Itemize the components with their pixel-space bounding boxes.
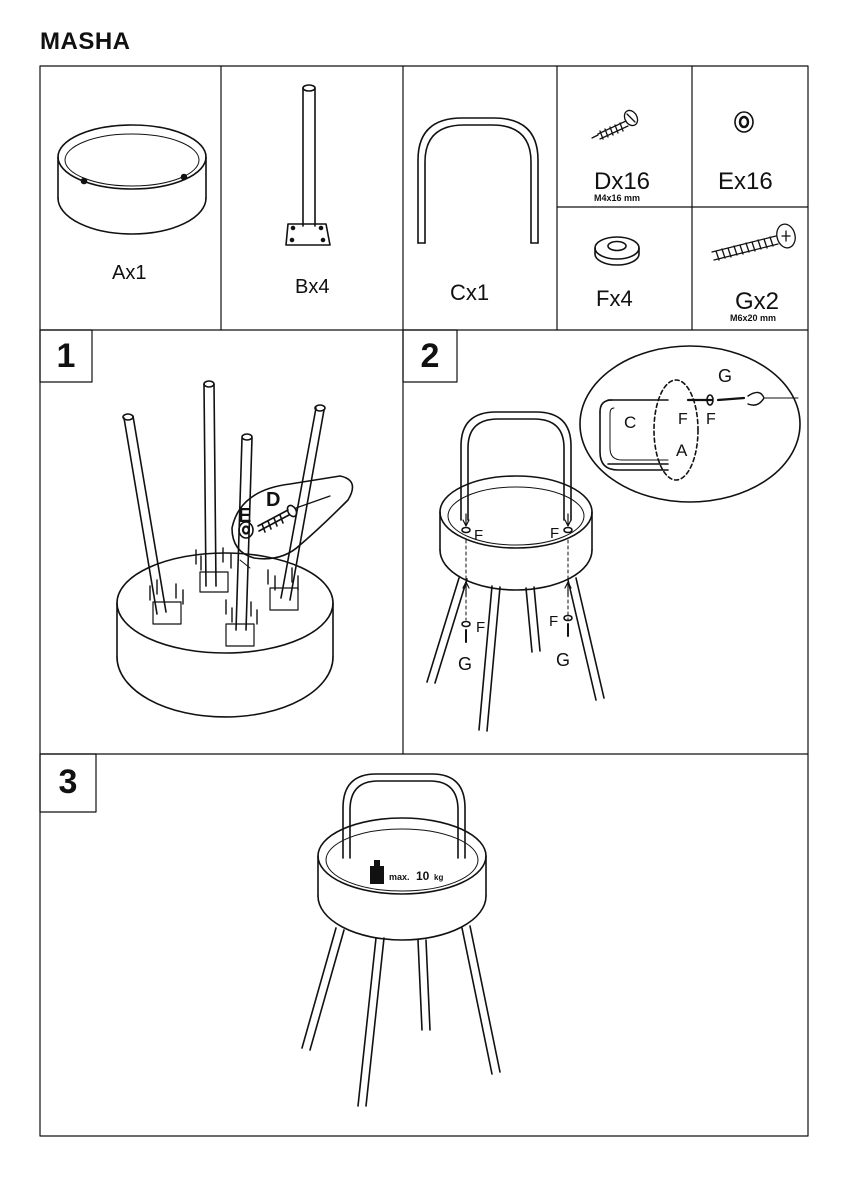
step-2-callout-a: A xyxy=(676,441,688,460)
step-2-callout-g-top: G xyxy=(718,366,733,386)
weight-icon xyxy=(370,860,384,884)
part-g-label: Gx2 xyxy=(735,288,780,315)
step-2-callout-f-bubble1: F xyxy=(678,411,688,428)
step-3-number: 3 xyxy=(58,763,78,801)
part-c-label: Cx1 xyxy=(450,280,490,305)
step-2-callout-g-left: G xyxy=(458,654,473,674)
step-1-number: 1 xyxy=(56,337,76,375)
weight-prefix: max. xyxy=(389,872,410,882)
weight-unit: kg xyxy=(434,873,444,882)
part-g-bolt-drawing xyxy=(712,222,798,260)
part-c-handle-drawing xyxy=(418,118,538,243)
step-2-callout-f-top-right: F xyxy=(550,525,560,542)
document-title: MASHA xyxy=(40,28,131,55)
step-2-callout-f-bottom-right: F xyxy=(549,613,559,630)
part-a-label: Ax1 xyxy=(112,262,147,284)
step-2-callout-f-top-left: F xyxy=(474,527,484,544)
part-e-label: Ex16 xyxy=(718,168,773,195)
step-3-illustration xyxy=(40,754,500,1106)
part-f-washer-drawing xyxy=(595,237,639,265)
step-2-callout-f-bottom-left: F xyxy=(476,619,486,636)
step-2-callout-f-bubble2: F xyxy=(706,411,716,428)
part-d-spec: M4x16 mm xyxy=(594,193,641,203)
step-2-illustration xyxy=(403,330,800,731)
part-e-washer-drawing xyxy=(735,112,753,132)
step-1-illustration xyxy=(40,330,353,717)
part-g-spec: M6x20 mm xyxy=(730,313,777,323)
weight-value: 10 xyxy=(416,869,430,883)
step-2-callout-c: C xyxy=(624,413,637,432)
part-b-label: Bx4 xyxy=(295,276,330,298)
step-2-callout-g-right: G xyxy=(556,650,571,670)
part-d-screw-drawing xyxy=(592,108,640,139)
step-1-callout-e: E xyxy=(238,505,252,527)
part-b-leg-drawing xyxy=(286,85,330,245)
part-f-label: Fx4 xyxy=(596,286,633,311)
part-d-label: Dx16 xyxy=(594,168,651,195)
part-a-ring-drawing xyxy=(58,125,206,234)
step-2-number: 2 xyxy=(420,337,440,375)
step-1-callout-d: D xyxy=(266,489,281,511)
